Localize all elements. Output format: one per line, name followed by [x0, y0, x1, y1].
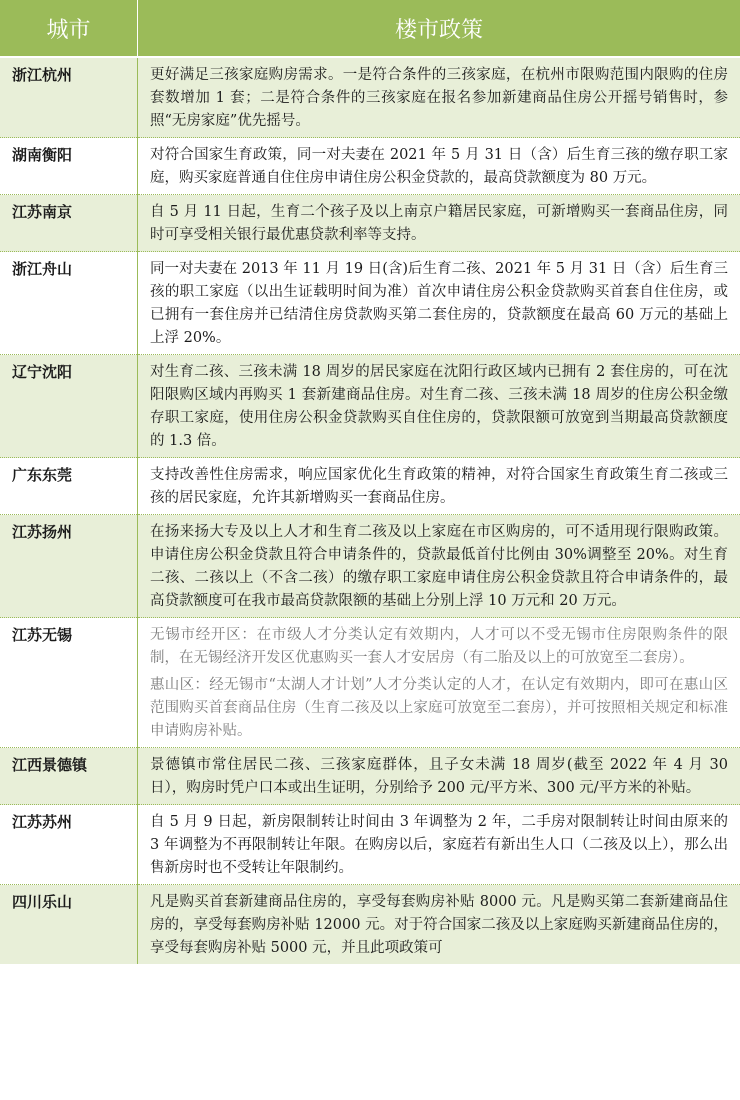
policy-text: 对符合国家生育政策，同一对夫妻在 2021 年 5 月 31 日（含）后生育三孩的缴存职工家庭，购买家庭普通自住住房申请住房公积金贷款的，最高贷款额度为 80 万元。 [150, 147, 728, 186]
table-row [0, 748, 740, 805]
policy-cell [138, 618, 740, 748]
table-row [0, 57, 740, 138]
city-cell: 江苏扬州 [0, 515, 138, 618]
policy-text: 在扬来扬大专及以上人才和生育二孩及以上家庭在市区购房的，可不适用现行限购政策。申请住房公积金贷款且符合申请条件的，贷款最低首付比例由 30%调整至 20%。对生育二孩、二孩以上（不含二孩）的缴存职工家庭申请住房公积金贷款且符合申请条件的，最高贷款额度可在我市最高贷款限额的基础上分别上浮 10 万元和 20 万元。 [150, 524, 728, 609]
city-cell: 湖南衡阳 [0, 138, 138, 195]
policy-cell [138, 805, 740, 885]
policy-text: 更好满足三孩家庭购房需求。一是符合条件的三孩家庭，在杭州市限购范围内限购的住房套数增加 1 套；二是符合条件的三孩家庭在报名参加新建商品住房公开摇号销售时，参照“无房家庭”优先摇号。 [150, 67, 728, 129]
policy-text: 凡是购买首套新建商品住房的，享受每套购房补贴 8000 元。凡是购买第二套新建商品住房的，享受每套购房补贴 12000 元。对于符合国家二孩及以上家庭购买新建商品住房的，享受每套购房补贴 5000 元，并且此项政策可 [150, 894, 728, 956]
policy-text: 自 5 月 11 日起，生育二个孩子及以上南京户籍居民家庭，可新增购买一套商品住房，同时可享受相关银行最优惠贷款利率等支持。 [150, 204, 728, 243]
city-cell: 江苏无锡 [0, 618, 138, 748]
city-cell: 江苏苏州 [0, 805, 138, 885]
city-cell: 江苏南京 [0, 195, 138, 252]
header-city: 城市 [0, 0, 138, 57]
policy-cell [138, 355, 740, 458]
city-cell: 四川乐山 [0, 885, 138, 965]
policy-cell [138, 515, 740, 618]
city-cell: 广东东莞 [0, 458, 138, 515]
policy-text: 无锡市经开区：在市级人才分类认定有效期内，人才可以不受无锡市住房限购条件的限制，在无锡经济开发区优惠购买一套人才安居房（有二胎及以上的可放宽至二套房）。 [150, 627, 728, 666]
policy-text: 支持改善性住房需求，响应国家优化生育政策的精神，对符合国家生育政策生育二孩或三孩的居民家庭，允许其新增购买一套商品住房。 [150, 467, 728, 506]
policy-text: 自 5 月 9 日起，新房限制转让时间由 3 年调整为 2 年，二手房对限制转让时间由原来的 3 年调整为不再限制转让年限。在购房以后，家庭若有新出生人口（二孩及以上），那么出售新房时也不受转让年限制约。 [150, 814, 728, 876]
city-cell: 浙江杭州 [0, 57, 138, 138]
policy-cell [138, 252, 740, 355]
policy-cell [138, 748, 740, 805]
city-cell: 浙江舟山 [0, 252, 138, 355]
table-row [0, 515, 740, 618]
policy-cell [138, 195, 740, 252]
policy-cell [138, 885, 740, 965]
table-row [0, 885, 740, 965]
city-cell: 江西景德镇 [0, 748, 138, 805]
table-row [0, 355, 740, 458]
table-row [0, 195, 740, 252]
table-row [0, 458, 740, 515]
policy-cell [138, 57, 740, 138]
table-row [0, 805, 740, 885]
policy-cell [138, 138, 740, 195]
table-header-row [0, 0, 740, 57]
policy-text: 同一对夫妻在 2013 年 11 月 19 日(含)后生育二孩、2021 年 5 月 31 日（含）后生育三孩的职工家庭（以出生证载明时间为准）首次申请住房公积金贷款购买首套自住住房，或已拥有一套住房并已结清住房贷款购买第二套住房的，贷款额度在最高 60 万元的基础上上浮 20%。 [150, 261, 728, 346]
table-body [0, 57, 740, 964]
header-policy: 楼市政策 [138, 0, 740, 57]
table-row [0, 138, 740, 195]
city-cell: 辽宁沈阳 [0, 355, 138, 458]
policy-text: 景德镇市常住居民二孩、三孩家庭群体，且子女未满 18 周岁(截至 2022 年 4 月 30 日），购房时凭户口本或出生证明，分别给予 200 元/平方米、300 元/平方米的补贴。 [150, 757, 728, 796]
table-row [0, 252, 740, 355]
policy-cell [138, 458, 740, 515]
table-row [0, 618, 740, 748]
policy-text: 惠山区：经无锡市“太湖人才计划”人才分类认定的人才，在认定有效期内，即可在惠山区范围购买首套商品住房（生育二孩及以上家庭可放宽至二套房），并可按照相关规定和标准申请购房补贴。 [150, 677, 728, 739]
policy-text: 对生育二孩、三孩未满 18 周岁的居民家庭在沈阳行政区域内已拥有 2 套住房的，可在沈阳限购区域内再购买 1 套新建商品住房。对生育二孩、三孩未满 18 周岁的住房公积金缴存职工家庭，使用住房公积金贷款购买自住住房的，贷款限额可放宽到当期最高贷款额度的 1.3 倍。 [150, 364, 728, 449]
